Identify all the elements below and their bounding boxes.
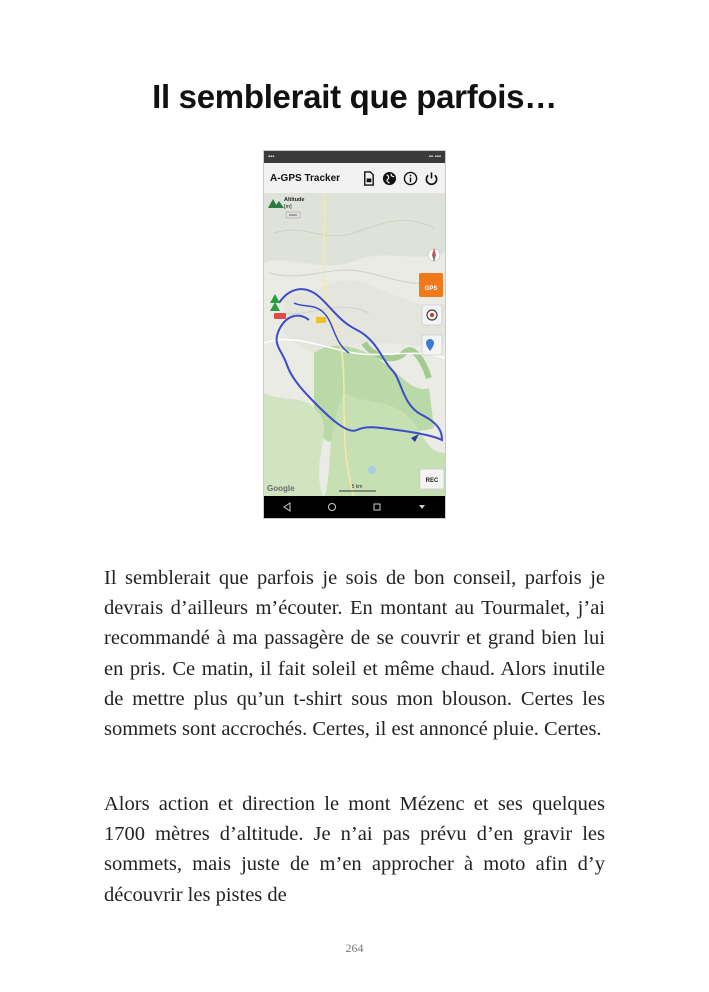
map-view[interactable] [264, 193, 445, 498]
page-number: 264 [345, 941, 364, 955]
power-icon[interactable] [424, 171, 439, 186]
status-bar: ▪▪▪ ▪▪ ▪▪▪ [264, 151, 445, 163]
svg-text:GPS: GPS [424, 286, 438, 292]
map-scale-label: 5 km [351, 484, 363, 490]
altitude-unit: [m] [284, 204, 292, 210]
paragraph-1: Il semblerait que parfois je sois de bon conseil, parfois je devrais d’ailleurs m’écouter. En montant au Tourmalet, j’ai recommandé à ma passagère de se couvrir et grand bien lui en pris. Ce matin, il fait soleil et même chaud. Alors inutile de mettre plus qu’un t-shirt sous mon blouson. Certes les sommets sont accrochés. Certes, il est annoncé pluie. Certes. [104, 567, 605, 741]
menu-down-icon[interactable] [417, 502, 427, 512]
rec-button[interactable] [420, 469, 444, 489]
google-logo: Google [267, 484, 295, 493]
globe-icon[interactable] [382, 171, 397, 186]
app-title: A-GPS Tracker [270, 172, 341, 184]
recents-icon[interactable] [372, 502, 382, 512]
location-pin-icon[interactable] [422, 335, 442, 355]
android-nav-bar [264, 496, 445, 518]
svg-text:REC: REC [425, 478, 439, 484]
home-icon[interactable] [327, 502, 337, 512]
info-icon[interactable] [403, 171, 418, 186]
altitude-label: Altitude [284, 197, 305, 203]
paragraph-2: Alors action et direction le mont Mézenc et ses quelques 1700 mètres d’altitude. Je n’ai pas prévu d’en gravir les sommets, mais juste de m’en approcher à moto afin d’y découvrir les pistes de [104, 793, 605, 906]
target-icon[interactable] [422, 305, 442, 325]
page-title: Il semblerait que parfois… [152, 78, 557, 115]
sim-card-icon[interactable] [361, 171, 376, 186]
phone-screenshot [263, 150, 446, 519]
app-bar [264, 163, 445, 194]
gps-button[interactable] [419, 273, 443, 297]
back-icon[interactable] [282, 502, 292, 512]
